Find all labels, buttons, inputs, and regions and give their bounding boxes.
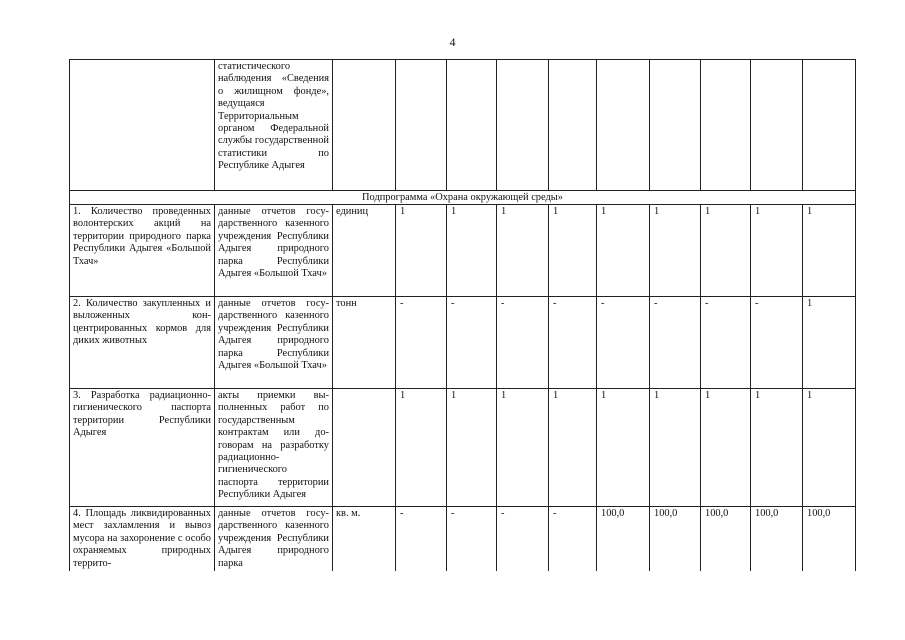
value-cell bbox=[549, 60, 597, 191]
value-cell: 1 bbox=[650, 389, 701, 507]
source-cell: акты приемки выполненных работ по государственным контрактам или договорам на разработку радиационно-гигиенического паспорта территории Республики Адыгея bbox=[215, 389, 333, 507]
source-cell: статистического наблюдения «Сведения о жилищном фонде», ведущаяся Территориальным органом Федеральной службы государственной статистики по Республике Адыгея bbox=[215, 60, 333, 191]
indicator-cell bbox=[70, 60, 215, 191]
value-cell: 1 bbox=[549, 389, 597, 507]
unit-cell: кв. м. bbox=[333, 507, 396, 572]
indicator-cell: 4. Площадь ликвидированных мест захламления и вывоз мусора на захоронение с особо охраняемых природных террито- bbox=[70, 507, 215, 572]
value-cell: - bbox=[447, 507, 497, 572]
source-cell: данные отчетов государственного казенного учреждения Республики Адыгея природного парка bbox=[215, 507, 333, 572]
value-cell: 1 bbox=[396, 389, 447, 507]
value-cell: - bbox=[497, 297, 549, 389]
value-cell bbox=[751, 60, 803, 191]
value-cell: 1 bbox=[803, 205, 856, 297]
section-header: Подпрограмма «Охрана окружающей среды» bbox=[70, 191, 856, 205]
table-row bbox=[70, 507, 856, 572]
table-row bbox=[70, 389, 856, 507]
value-cell: 1 bbox=[549, 205, 597, 297]
value-cell bbox=[396, 60, 447, 191]
value-cell: 1 bbox=[597, 389, 650, 507]
value-cell: - bbox=[549, 507, 597, 572]
value-cell: 100,0 bbox=[597, 507, 650, 572]
value-cell: - bbox=[447, 297, 497, 389]
value-cell: - bbox=[396, 507, 447, 572]
value-cell: 1 bbox=[751, 205, 803, 297]
value-cell: - bbox=[701, 297, 751, 389]
value-cell: 1 bbox=[803, 389, 856, 507]
value-cell bbox=[597, 60, 650, 191]
unit-cell: тонн bbox=[333, 297, 396, 389]
table-row bbox=[70, 205, 856, 297]
value-cell: - bbox=[549, 297, 597, 389]
section-header-row bbox=[70, 191, 856, 205]
unit-cell bbox=[333, 60, 396, 191]
value-cell: 1 bbox=[497, 389, 549, 507]
value-cell: 100,0 bbox=[650, 507, 701, 572]
value-cell: 1 bbox=[447, 205, 497, 297]
unit-cell bbox=[333, 389, 396, 507]
value-cell: 1 bbox=[803, 297, 856, 389]
indicator-cell: 1. Количество проведенных волонтерских акций на территории природного парка Республики Адыгея «Большой Тхач» bbox=[70, 205, 215, 297]
continuation-row bbox=[70, 60, 856, 191]
value-cell: 100,0 bbox=[751, 507, 803, 572]
value-cell bbox=[803, 60, 856, 191]
table-row bbox=[70, 297, 856, 389]
value-cell: 1 bbox=[396, 205, 447, 297]
value-cell: 1 bbox=[751, 389, 803, 507]
source-cell: данные отчетов государственного казенного учреждения Республики Адыгея природного парка Республики Адыгея «Большой Тхач» bbox=[215, 297, 333, 389]
indicator-cell: 2. Количество закупленных и выложенных концентрированных кормов для диких животных bbox=[70, 297, 215, 389]
page-number: 4 bbox=[449, 35, 456, 49]
indicators-table-container bbox=[69, 59, 856, 571]
unit-cell: единиц bbox=[333, 205, 396, 297]
value-cell: - bbox=[396, 297, 447, 389]
value-cell: 1 bbox=[497, 205, 549, 297]
value-cell bbox=[701, 60, 751, 191]
source-cell: данные отчетов государственного казенного учреждения Республики Адыгея природного парка Республики Адыгея «Большой Тхач» bbox=[215, 205, 333, 297]
value-cell: 1 bbox=[650, 205, 701, 297]
value-cell bbox=[650, 60, 701, 191]
indicator-cell: 3. Разработка радиационно-гигиенического паспорта территории Республики Адыгея bbox=[70, 389, 215, 507]
value-cell bbox=[497, 60, 549, 191]
value-cell: 100,0 bbox=[803, 507, 856, 572]
value-cell: - bbox=[597, 297, 650, 389]
value-cell bbox=[447, 60, 497, 191]
indicators-table bbox=[69, 59, 856, 571]
value-cell: 1 bbox=[447, 389, 497, 507]
value-cell: - bbox=[650, 297, 701, 389]
value-cell: 100,0 bbox=[701, 507, 751, 572]
value-cell: 1 bbox=[701, 389, 751, 507]
value-cell: - bbox=[497, 507, 549, 572]
value-cell: - bbox=[751, 297, 803, 389]
value-cell: 1 bbox=[597, 205, 650, 297]
value-cell: 1 bbox=[701, 205, 751, 297]
